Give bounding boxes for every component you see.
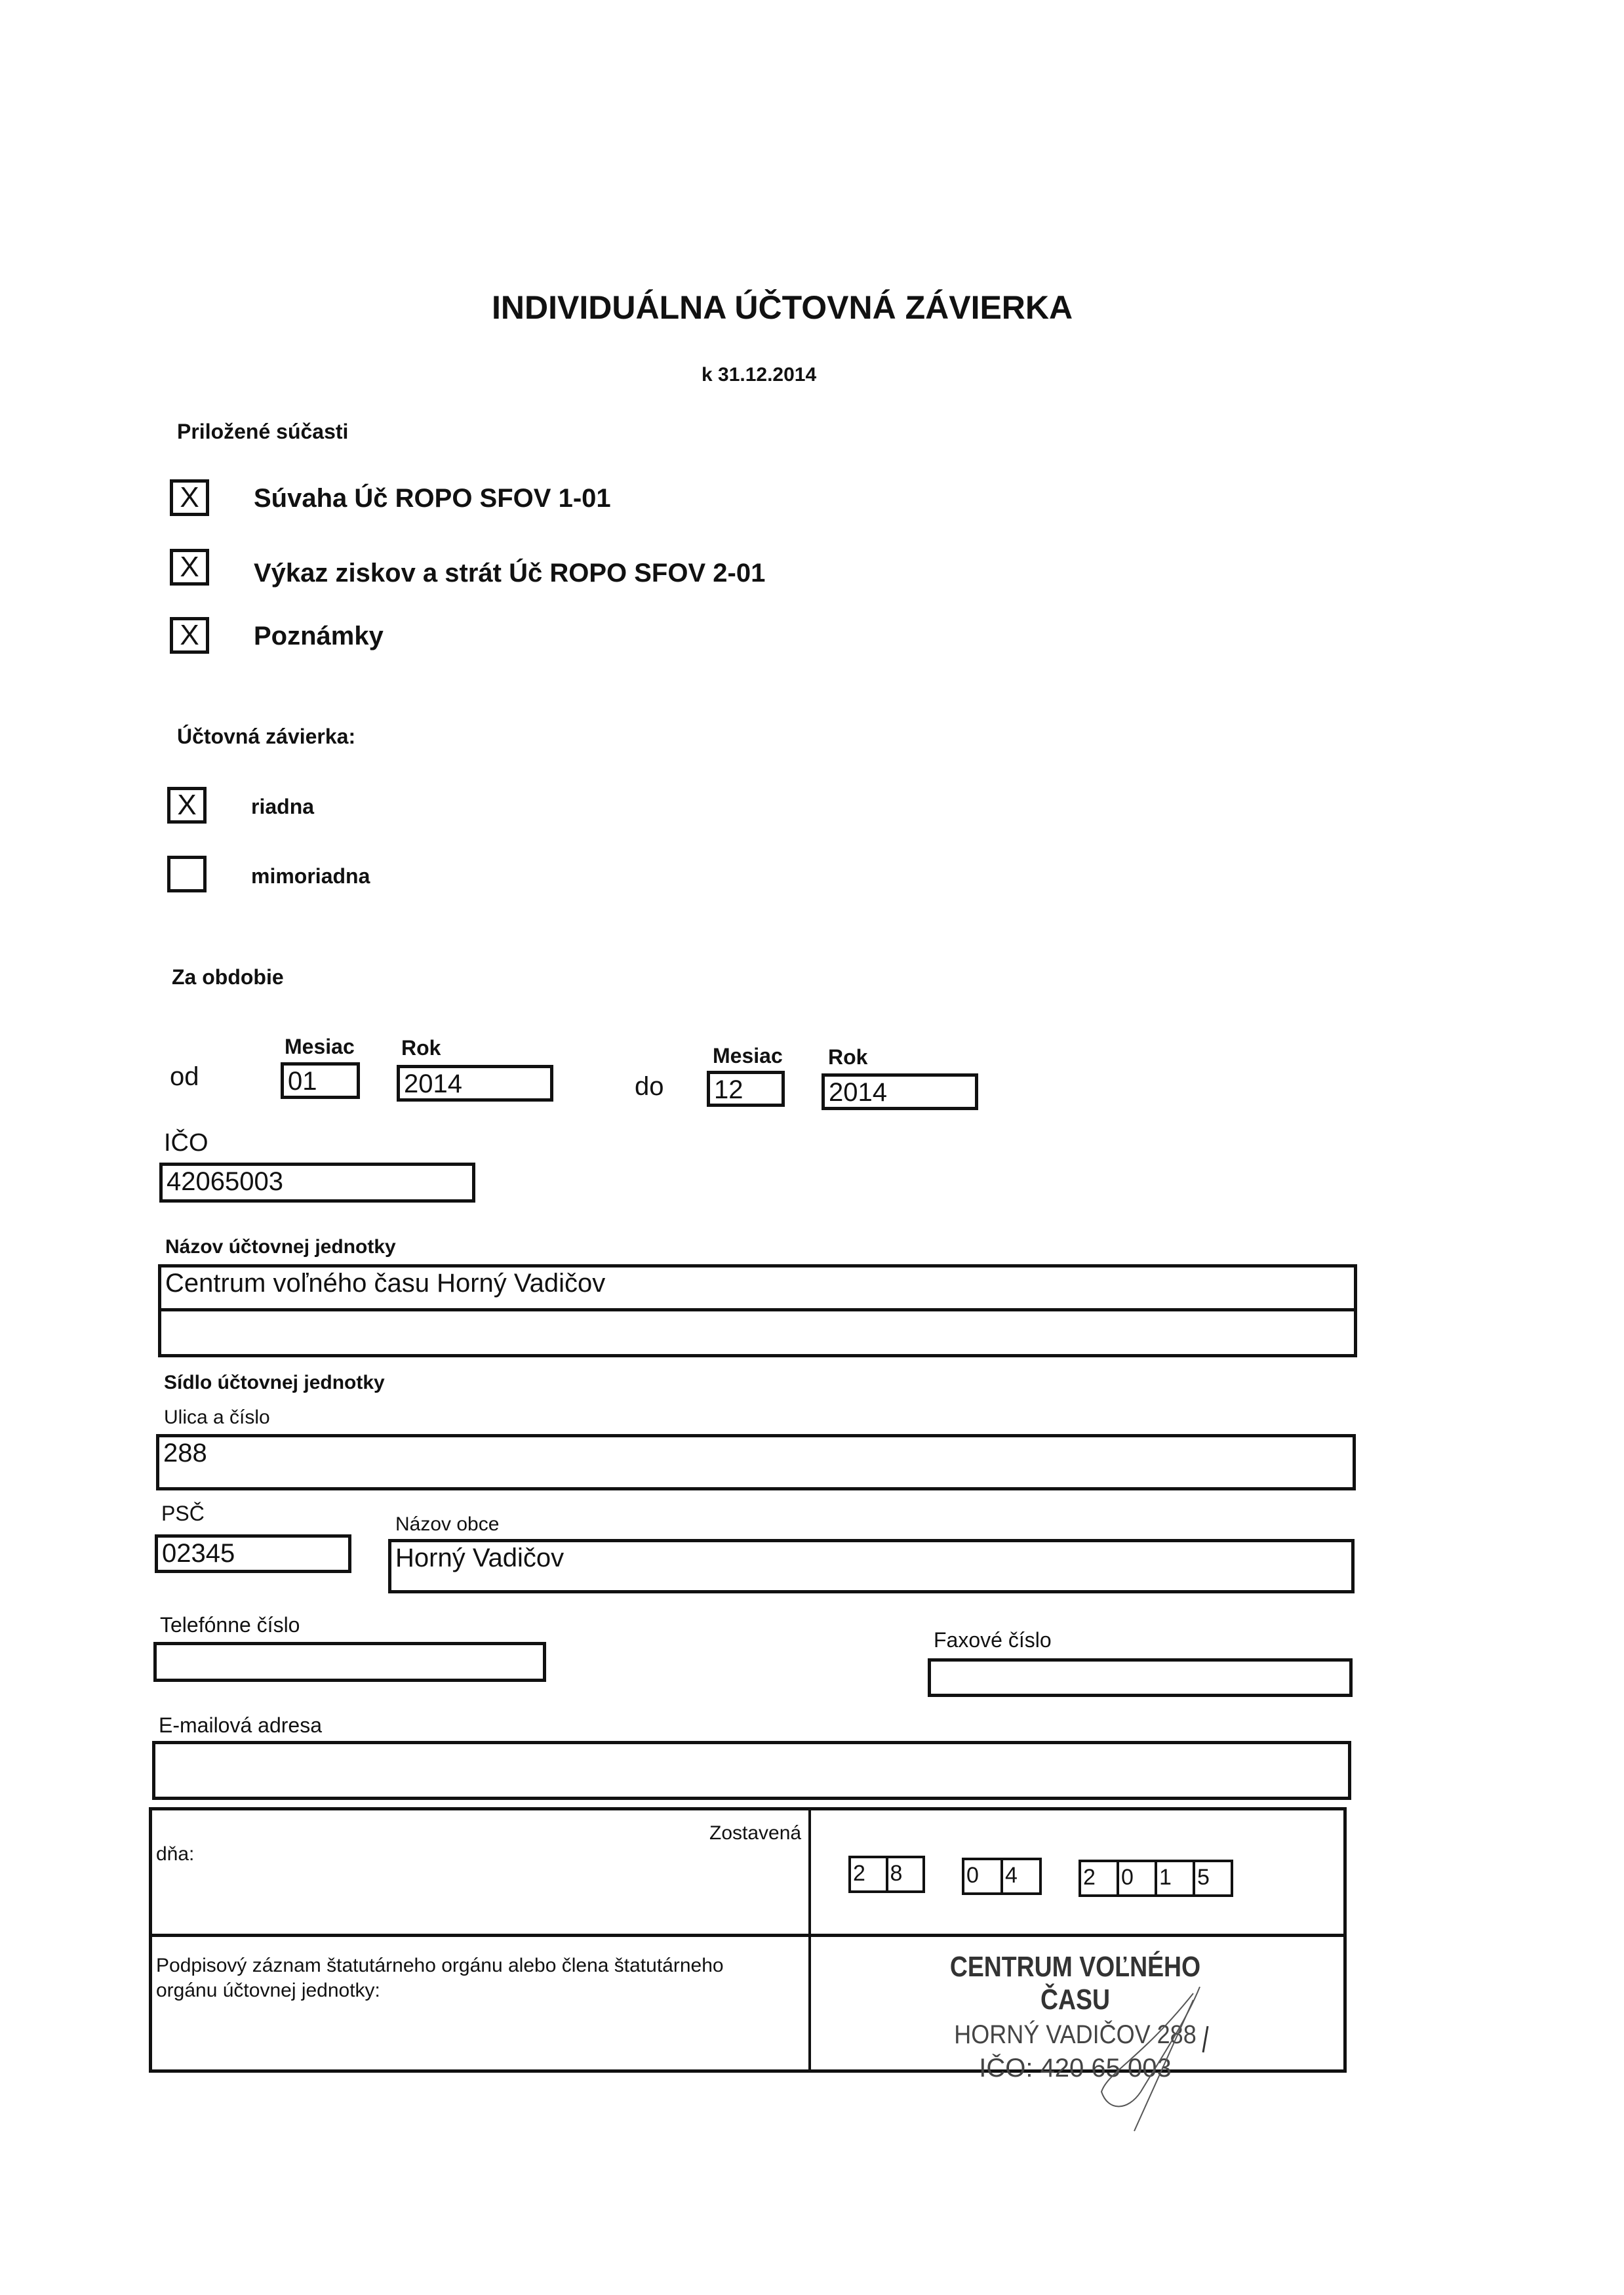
stamp-line: CENTRUM VOĽNÉHO ČASU <box>949 1951 1201 2016</box>
seat-heading: Sídlo účtovnej jednotky <box>164 1372 385 1393</box>
city-label: Názov obce <box>395 1513 500 1535</box>
checkbox-riadna[interactable]: X <box>167 787 207 824</box>
attachments-heading: Priložené súčasti <box>177 420 349 443</box>
digit: 0 <box>964 1860 1003 1892</box>
from-year-field[interactable]: 2014 <box>397 1065 553 1102</box>
stamp-line: HORNÝ VADIČOV 288 <box>954 2020 1197 2049</box>
ico-label: IČO <box>164 1129 208 1157</box>
compiled-day-label: dňa: <box>156 1843 195 1865</box>
handwritten-signature <box>1062 1980 1233 2138</box>
compiled-month-field[interactable] <box>962 1858 1042 1895</box>
attachment-label: Súvaha Úč ROPO SFOV 1-01 <box>254 484 611 513</box>
entity-name-label: Názov účtovnej jednotky <box>165 1236 396 1258</box>
month-label: Mesiac <box>713 1044 783 1068</box>
psc-field[interactable]: 02345 <box>155 1534 351 1573</box>
psc-label: PSČ <box>161 1502 205 1525</box>
from-label: od <box>170 1062 199 1091</box>
digit: 4 <box>1005 1863 1018 1888</box>
compiled-label: Zostavená <box>709 1822 802 1844</box>
period-heading: Za obdobie <box>172 965 284 989</box>
entity-name-field-2[interactable] <box>158 1308 1357 1357</box>
city-field[interactable]: Horný Vadičov <box>388 1539 1355 1593</box>
month-label: Mesiac <box>285 1035 355 1058</box>
compiled-year-field[interactable] <box>1079 1860 1233 1897</box>
option-label: riadna <box>251 795 315 818</box>
street-field[interactable]: 288 <box>156 1434 1356 1490</box>
checkbox-vykaz[interactable]: X <box>170 549 209 586</box>
email-field[interactable] <box>152 1741 1351 1800</box>
attachment-label: Poznámky <box>254 622 384 650</box>
option-label: mimoriadna <box>251 864 370 888</box>
closing-type-heading: Účtovná závierka: <box>177 725 356 748</box>
year-label: Rok <box>401 1036 441 1060</box>
checkbox-poznamky[interactable]: X <box>170 617 209 654</box>
fax-label: Faxové číslo <box>934 1628 1052 1652</box>
table-divider <box>152 1934 1343 1937</box>
to-month-field[interactable]: 12 <box>707 1071 785 1107</box>
phone-label: Telefónne číslo <box>160 1613 300 1637</box>
attachment-label: Výkaz ziskov a strát Úč ROPO SFOV 2-01 <box>254 559 766 588</box>
stamp-line: IČO: 420 65 003 <box>979 2054 1172 2083</box>
to-year-field[interactable]: 2014 <box>822 1073 978 1110</box>
fax-field[interactable] <box>928 1658 1353 1697</box>
entity-name-field[interactable]: Centrum voľného času Horný Vadičov <box>158 1264 1357 1311</box>
digit: 1 <box>1157 1862 1195 1894</box>
digit: 5 <box>1197 1865 1210 1890</box>
checkbox-mimoriadna[interactable] <box>167 856 207 892</box>
email-label: E-mailová adresa <box>159 1713 322 1737</box>
digit: 2 <box>1081 1862 1119 1894</box>
table-divider <box>808 1810 811 2069</box>
digit: 0 <box>1119 1862 1157 1894</box>
ico-field[interactable]: 42065003 <box>159 1163 475 1203</box>
page-title: INDIVIDUÁLNA ÚČTOVNÁ ZÁVIERKA <box>492 289 1073 326</box>
year-label: Rok <box>828 1045 868 1069</box>
date-as-of: k 31.12.2014 <box>702 364 817 386</box>
street-label: Ulica a číslo <box>164 1407 270 1428</box>
signature-label: Podpisový záznam štatutárneho orgánu alebo člena štatutárneho orgánu účtovnej jednotky: <box>156 1955 724 2001</box>
compiled-day-field[interactable] <box>848 1856 925 1893</box>
to-label: do <box>635 1072 664 1101</box>
from-month-field[interactable]: 01 <box>281 1062 360 1099</box>
digit: 2 <box>851 1858 888 1890</box>
checkbox-suvaha[interactable]: X <box>170 479 209 516</box>
digit: 8 <box>890 1861 903 1886</box>
phone-field[interactable] <box>153 1642 546 1682</box>
